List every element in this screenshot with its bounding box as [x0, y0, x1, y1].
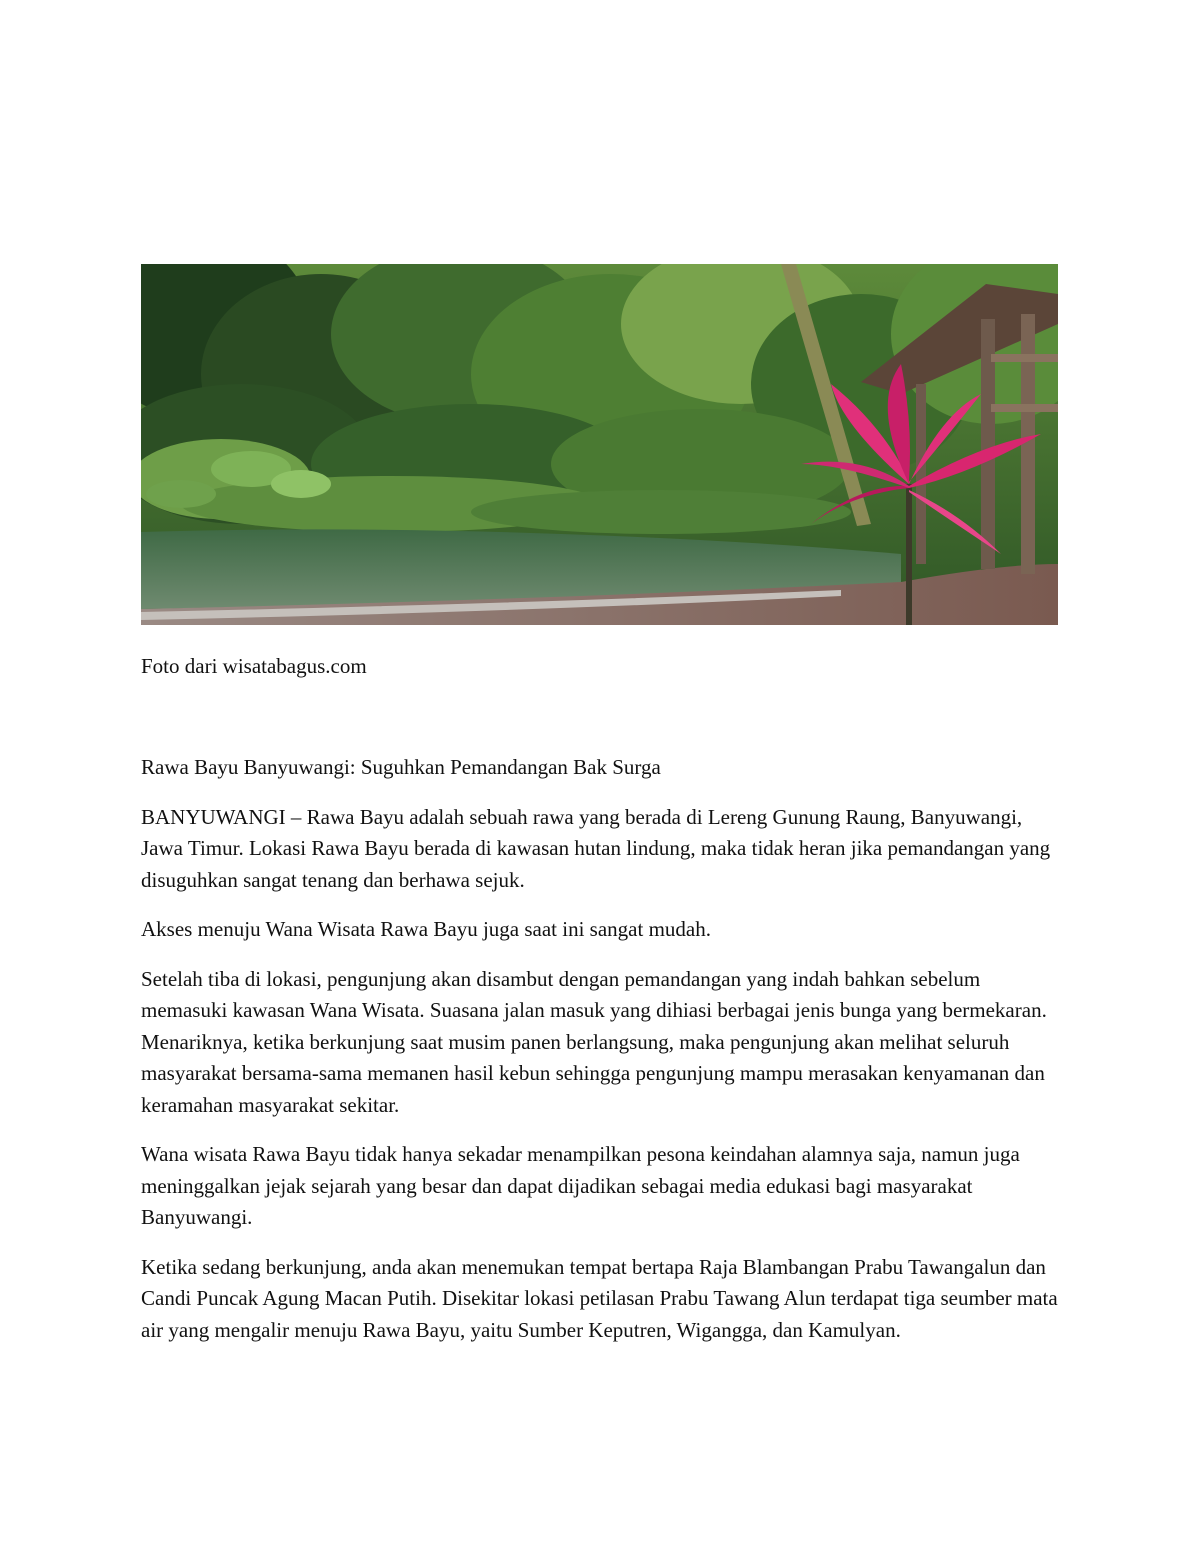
paragraph-access: Akses menuju Wana Wisata Rawa Bayu juga saat ini sangat mudah. — [141, 917, 711, 941]
paragraph-springs: Ketika sedang berkunjung, anda akan menemukan tempat bertapa Raja Blambangan Prabu Tawangalun dan Candi Puncak Agung Macan Putih. Disekitar lokasi petilasan Prabu Tawang Alun terdapat tiga seumber mata air yang mengalir menuju Rawa Bayu, yaitu Sumber Keputren, Wigangga, dan Kamulyan. — [141, 1254, 1058, 1342]
paragraph-intro: BANYUWANGI – Rawa Bayu adalah sebuah rawa yang berada di Lereng Gunung Raung, Banyuwangi, Jawa Timur. Lokasi Rawa Bayu berada di kawasan hutan lindung, maka tidak heran jika pemandangan yang disuguhkan sangat tenang dan berhawa sejuk. — [141, 804, 1051, 892]
paragraph-history: Wana wisata Rawa Bayu tidak hanya sekadar menampilkan pesona keindahan alamnya saja, namun juga meninggalkan jejak sejarah yang besar dan dapat dijadikan sebagai media edukasi bagi masyarakat Banyuwangi. — [141, 1142, 1020, 1229]
article-headline: Rawa Bayu Banyuwangi: Suguhkan Pemandangan Bak Surga — [141, 755, 661, 779]
photo-caption: Foto dari wisatabagus.com — [141, 654, 367, 678]
lake-illustration — [141, 264, 1058, 625]
paragraph-arrival: Setelah tiba di lokasi, pengunjung akan disambut dengan pemandangan yang indah bahkan sebelum memasuki kawasan Wana Wisata. Suasana jalan masuk yang dihiasi berbagai jenis bunga yang bermekaran. Menariknya, ketika berkunjung saat musim panen berlangsung, maka pengunjung akan melihat seluruh masyarakat bersama-sama memanen hasil kebun sehingga pengunjung mampu merasakan kenyamanan dan keramahan masyarakat sekitar. — [141, 966, 1047, 1117]
lake-photo — [141, 264, 1058, 625]
article-body — [141, 752, 1058, 1364]
